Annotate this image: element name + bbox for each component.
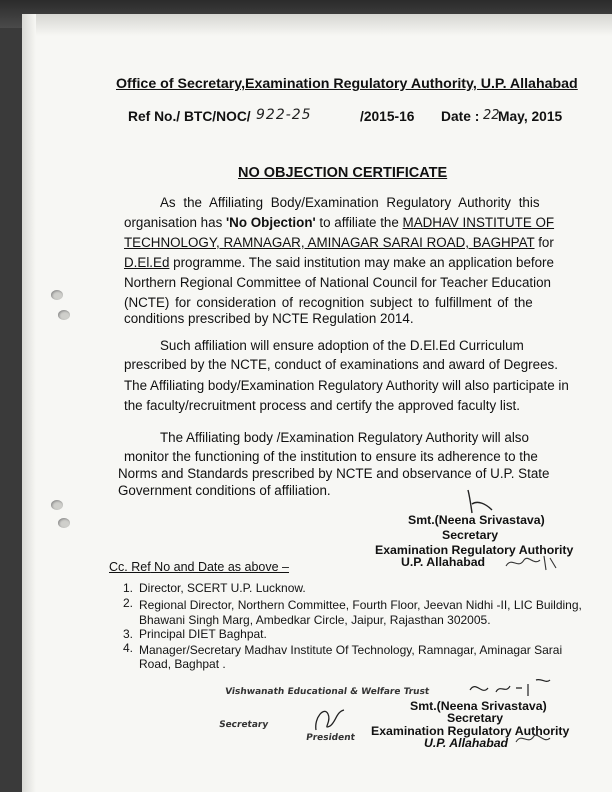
punch-hole-icon xyxy=(58,518,70,528)
para1-line3 xyxy=(124,235,554,250)
para1-line4 xyxy=(124,255,554,270)
para3-line1: The Affiliating body /Examination Regulatory Authority will also xyxy=(160,430,529,445)
para1-line2-a: organisation has xyxy=(124,215,226,230)
para1-line2 xyxy=(124,215,554,230)
cc-label-b: No and Date as above – xyxy=(150,560,289,574)
para1-line7: conditions prescribed by NCTE Regulation 2014. xyxy=(124,311,414,326)
president-signature-icon xyxy=(310,700,350,736)
cc-item-2-line1: Regional Director, Northern Committee, Fourth Floor, Jeevan Nidhi -II, LIC Building, xyxy=(139,598,582,612)
signature-2-place: U.P. Allahabad xyxy=(424,736,509,750)
cc-item-4-num: 4. xyxy=(123,641,134,655)
cc-item-4-line1: Manager/Secretary Madhav Institute Of Technology, Ramnagar, Aminagar Sarai xyxy=(139,643,563,657)
ref-label: Ref No./ BTC/NOC/ xyxy=(128,109,251,124)
para2-line2: prescribed by the NCTE, conduct of examinations and award of Degrees. xyxy=(124,357,558,372)
date-rest: May, 2015 xyxy=(498,109,563,124)
cc-item-3-num: 3. xyxy=(123,627,134,641)
trust-stamp-president: President xyxy=(305,733,356,743)
cc-item-3-text: Principal DIET Baghpat. xyxy=(139,627,267,641)
signature-1-name: Smt.(Neena Srivastava) xyxy=(408,513,545,527)
date-handwritten-day: 22 xyxy=(483,108,500,123)
signature-2-scribble-icon xyxy=(466,674,556,702)
punch-hole-icon xyxy=(51,500,63,510)
ref-handwritten-number: 922-25 xyxy=(256,107,312,123)
cc-label xyxy=(109,560,289,574)
institute-name-2: TECHNOLOGY, RAMNAGAR, AMINAGAR SARAI ROAD, BAGHPAT xyxy=(124,235,535,250)
para2-line1: Such affiliation will ensure adoption of the D.El.Ed Curriculum xyxy=(160,338,524,353)
date-label: Date : xyxy=(441,109,480,124)
para3-line2: monitor the functioning of the institution to ensure its adherence to the xyxy=(124,449,538,464)
para2-line3: The Affiliating body/Examination Regulatory Authority will also participate in xyxy=(124,378,569,393)
trust-stamp-secretary: Secretary xyxy=(218,720,269,730)
para1-line3-b: for xyxy=(534,235,554,250)
para1-line5: Northern Regional Committee of National Council for Teacher Education xyxy=(124,275,551,290)
para1-line4-b: programme. The said institution may make an application before xyxy=(169,255,554,270)
no-objection-bold: 'No Objection' xyxy=(226,215,316,230)
signature-1-org: Examination Regulatory Authority xyxy=(375,543,574,557)
para2-line4: the faculty/recruitment process and certify the approved faculty list. xyxy=(124,398,520,413)
institute-name-1: MADHAV INSTITUTE OF xyxy=(402,215,555,230)
cc-item-1-num: 1. xyxy=(123,581,134,595)
cc-item-1-text: Director, SCERT U.P. Lucknow. xyxy=(139,581,306,595)
cc-label-a: Cc. Ref xyxy=(109,560,151,574)
cc-item-4-line2: Road, Baghpat . xyxy=(139,657,226,671)
para3-line3: Norms and Standards prescribed by NCTE and observance of U.P. State xyxy=(118,466,550,481)
para1-line1: As the Affiliating Body/Examination Regulatory Authority this xyxy=(160,195,540,210)
signature-1-designation: Secretary xyxy=(442,528,499,542)
cc-item-2-num: 2. xyxy=(123,596,134,610)
signature-1-scribble-icon xyxy=(462,486,502,516)
office-header: Office of Secretary,Examination Regulatory Authority, U.P. Allahabad xyxy=(116,76,578,92)
trust-stamp-title: Vishwanath Educational & Welfare Trust xyxy=(224,687,430,697)
punch-hole-icon xyxy=(58,310,70,320)
para1-line2-c: to affiliate the xyxy=(315,215,403,230)
initials-2-scribble-icon xyxy=(514,730,554,750)
signature-1-place: U.P. Allahabad xyxy=(401,555,486,569)
document-title: NO OBJECTION CERTIFICATE xyxy=(238,165,448,181)
punch-hole-icon xyxy=(51,290,63,300)
ref-year: /2015-16 xyxy=(360,109,415,124)
signature-2-designation: Secretary xyxy=(447,711,504,725)
deled-underlined: D.El.Ed xyxy=(124,255,170,270)
signature-2-name: Smt.(Neena Srivastava) xyxy=(410,699,547,713)
cc-item-2-line2: Bhawani Singh Marg, Ambedkar Circle, Jaipur, Rajasthan 302005. xyxy=(139,613,491,627)
page-left-shadow xyxy=(22,14,36,792)
initials-scribble-icon xyxy=(504,552,562,574)
page-top-shadow xyxy=(22,14,612,36)
signature-2-org: Examination Regulatory Authority xyxy=(371,724,570,738)
para3-line4: Government conditions of affiliation. xyxy=(118,483,331,498)
para1-line6: (NCTE) for consideration of recognition subject to fulfillment of the xyxy=(124,295,533,310)
